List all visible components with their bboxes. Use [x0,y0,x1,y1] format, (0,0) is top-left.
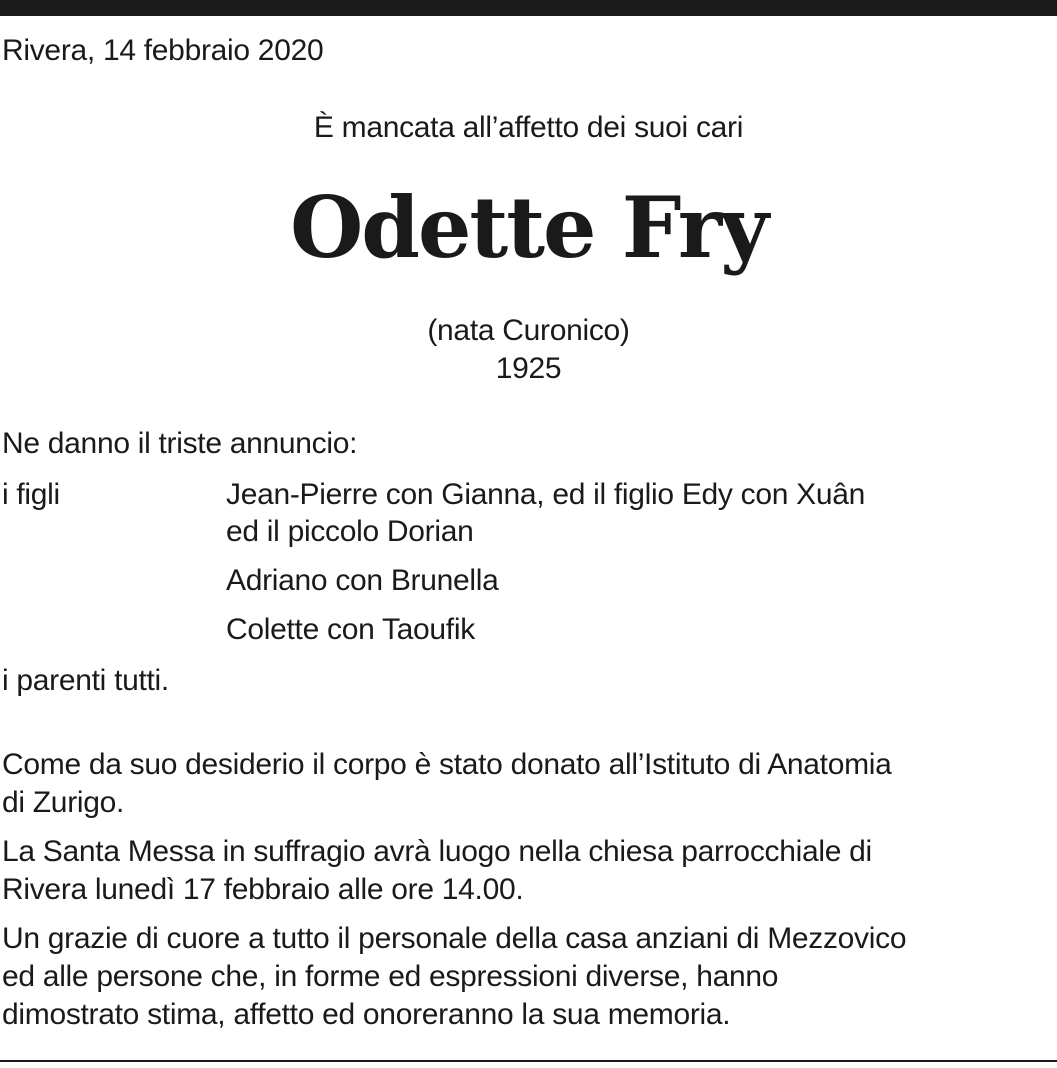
child-line: Adriano con Brunella [226,564,499,597]
child-line: Jean-Pierre con Gianna, ed il figlio Edy con Xuân [226,478,866,511]
intro-line: È mancata all’affetto dei suoi cari [313,111,744,144]
paragraph-line: di Zurigo. [2,786,125,819]
paragraph-line: dimostrato stima, affetto ed onoreranno la sua memoria. [2,998,731,1031]
deceased-name: Odette Fry [290,178,767,277]
children-label: i figli [2,478,60,511]
date-line: Rivera, 14 febbraio 2020 [2,34,324,67]
child-line: Colette con Taoufik [226,613,475,646]
relatives-line: i parenti tutti. [2,664,169,697]
child-line: ed il piccolo Dorian [226,515,474,548]
paragraph-line: La Santa Messa in suffragio avrà luogo nella chiesa parrocchiale di [2,835,872,868]
announcement-heading: Ne danno il triste annuncio: [2,427,358,460]
paragraph-line: Un grazie di cuore a tutto il personale della casa anziani di Mezzovico [2,922,907,955]
paragraph-line: Come da suo desiderio il corpo è stato donato all’Istituto di Anatomia [2,748,892,781]
paragraph-line: Rivera lunedì 17 febbraio alle ore 14.00. [2,873,524,906]
paragraph-line: ed alle persone che, in forme ed espressioni diverse, hanno [2,960,779,993]
maiden-name: (nata Curonico) [427,314,630,347]
bottom-divider [0,1060,1057,1062]
birth-year: 1925 [495,352,562,385]
top-border-bar [0,0,1057,16]
